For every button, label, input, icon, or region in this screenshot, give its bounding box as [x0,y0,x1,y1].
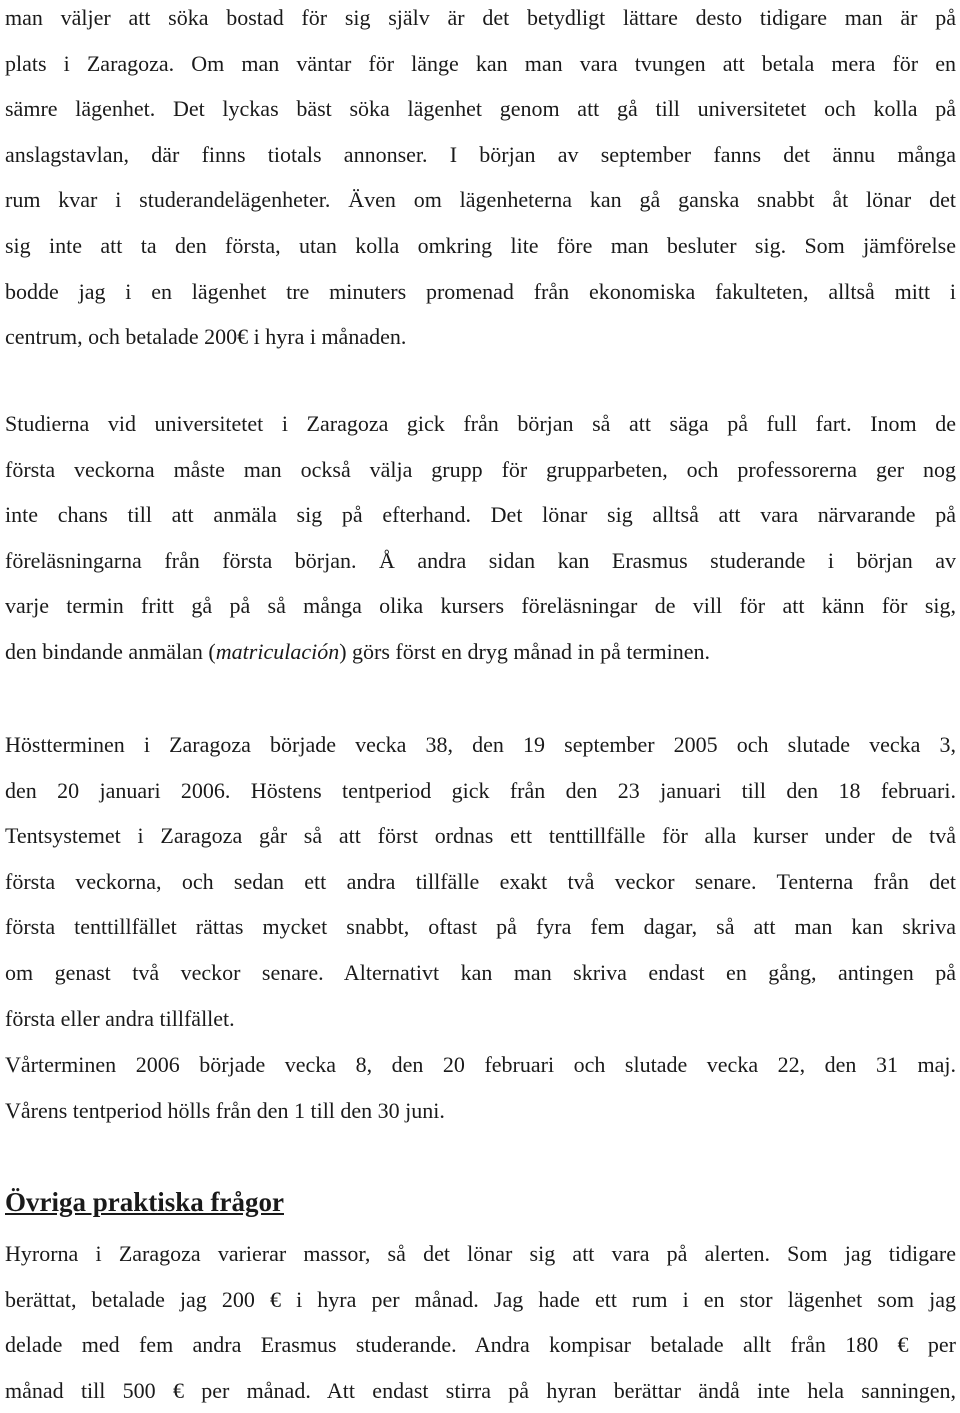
italic-term: matriculación [215,638,340,664]
text-line: varje termin fritt gå på så många olika kursers föreläsningar de vill för att känn för sig, [5,593,956,619]
paragraph-housing [5,0,956,360]
text-line: bodde jag i en lägenhet tre minuters promenad från ekonomiska fakulteten, alltså mitt i [5,278,956,304]
text-line: månad till 500 € per månad. Att endast stirra på hyran berättar ändå inte hela sanningen, [5,1377,956,1403]
text-line: berättat, betalade jag 200 € i hyra per månad. Jag hade ett rum i en stor lägenhet som jag [5,1286,956,1312]
text-line: om genast två veckor senare. Alternativt kan man skriva endast en gång, antingen på [5,959,956,985]
text-line: delade med fem andra Erasmus studerande. Andra kompisar betalade allt från 180 € per [5,1332,956,1358]
paragraph-practical [5,1231,956,1413]
text-line: anslagstavlan, där finns tiotals annonser. I början av september fanns det ännu många [5,141,956,167]
text-line: sig inte att ta den första, utan kolla omkring lite före man besluter sig. Som jämförelse [5,232,956,258]
text-line: första tenttillfället rättas mycket snabbt, oftast på fyra fem dagar, så att man kan skriva [5,914,956,940]
text-fragment: den bindande anmälan ( [5,638,216,664]
text-line: föreläsningarna från första början. Å andra sidan kan Erasmus studerande i början av [5,547,956,573]
text-fragment: ) görs först en dryg månad in på terminen. [339,638,711,664]
text-line: första veckorna, och sedan ett andra tillfälle exakt två veckor senare. Tenterna från det [5,868,956,894]
paragraph-autumn-term [5,722,956,1041]
text-line: första eller andra tillfället. [5,1005,235,1031]
text-line [5,629,956,675]
text-line: första veckorna måste man också välja grupp för grupparbeten, och professorerna ger nog [5,456,956,482]
text-line: Vårterminen 2006 började vecka 8, den 20 februari och slutade vecka 22, den 31 maj. [5,1052,956,1077]
text-line: rum kvar i studerandelägenheter. Även om lägenheterna kan gå ganska snabbt åt lönar det [5,187,956,213]
text-line: Höstterminen i Zaragoza började vecka 38, den 19 september 2005 och slutade vecka 3, [5,732,956,757]
text-line: Studierna vid universitetet i Zaragoza gick från början så att säga på full fart. Inom de [5,411,956,436]
text-line: inte chans till att anmäla sig på efterhand. Det lönar sig alltså att vara närvarande på [5,502,956,528]
text-line: Hyrorna i Zaragoza varierar massor, så det lönar sig att vara på alerten. Som jag tidigare [5,1241,956,1266]
section-heading: Övriga praktiska frågor [5,1187,284,1217]
text-line: plats i Zaragoza. Om man väntar för länge kan man vara tvungen att betala mera för en [5,50,956,76]
paragraph-spring-term [5,1042,956,1133]
text-line: den 20 januari 2006. Höstens tentperiod gick från den 23 januari till den 18 februari. [5,777,956,803]
text-line: man väljer att söka bostad för sig själv är det betydligt lättare desto tidigare man är på [5,5,956,30]
text-line: centrum, och betalade 200€ i hyra i månaden. [5,324,407,350]
text-line: sämre lägenhet. Det lyckas bäst söka lägenhet genom att gå till universitetet och kolla på [5,96,956,122]
paragraph-studies [5,401,956,675]
text-line: Vårens tentperiod hölls från den 1 till den 30 juni. [5,1097,445,1123]
text-line: Tentsystemet i Zaragoza går så att först ordnas ett tenttillfälle för alla kurser under de två [5,823,956,849]
